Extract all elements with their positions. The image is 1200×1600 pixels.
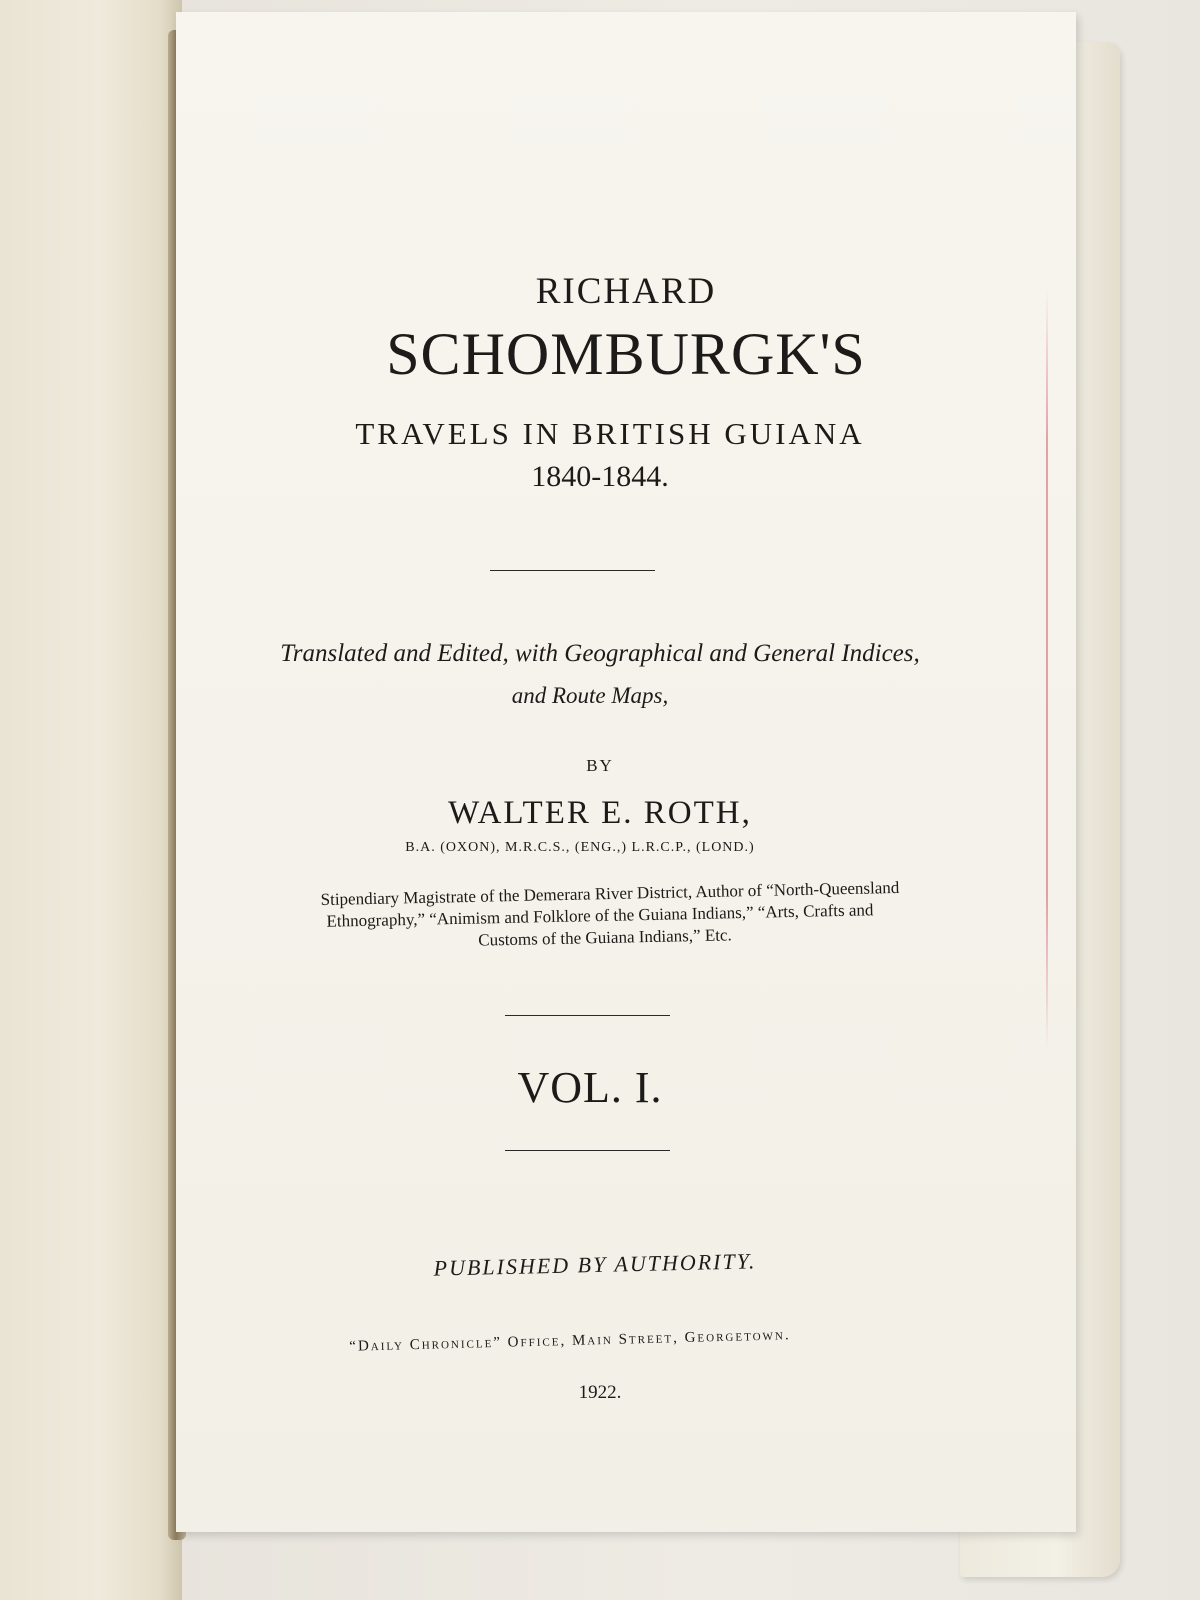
divider-rule-2 bbox=[505, 1015, 670, 1016]
translator-description-line-1: Stipendiary Magistrate of the Demerara River District, Author of “North-Queensland bbox=[320, 877, 900, 910]
book-title-main: SCHOMBURGK'S bbox=[386, 321, 866, 387]
book-years: 1840-1844. bbox=[531, 460, 669, 493]
translator-description-line-2: Ethnography,” “Animism and Folklore of the Guiana Indians,” “Arts, Crafts and bbox=[326, 900, 874, 931]
translator-name: WALTER E. ROTH, bbox=[448, 795, 752, 831]
divider-rule-3 bbox=[505, 1150, 670, 1151]
volume-label: VOL. I. bbox=[517, 1063, 663, 1112]
author-first-name: RICHARD bbox=[535, 271, 717, 312]
translation-note-line-1: Translated and Edited, with Geographical and General Indices, bbox=[280, 640, 920, 667]
by-label: BY bbox=[586, 756, 614, 775]
translation-note-line-2: and Route Maps, bbox=[511, 683, 669, 708]
published-by-authority: PUBLISHED BY AUTHORITY. bbox=[433, 1248, 757, 1281]
printer-imprint: “Daily Chronicle” Office, Main Street, Georgetown. bbox=[349, 1327, 791, 1355]
translator-description-line-3: Customs of the Guiana Indians,” Etc. bbox=[478, 925, 732, 950]
book-subtitle: TRAVELS IN BRITISH GUIANA bbox=[355, 416, 865, 451]
divider-rule-1 bbox=[490, 570, 655, 571]
translator-degrees: B.A. (OXON), M.R.C.S., (ENG.,) L.R.C.P., (LOND.) bbox=[405, 840, 755, 855]
publication-year: 1922. bbox=[578, 1382, 622, 1403]
